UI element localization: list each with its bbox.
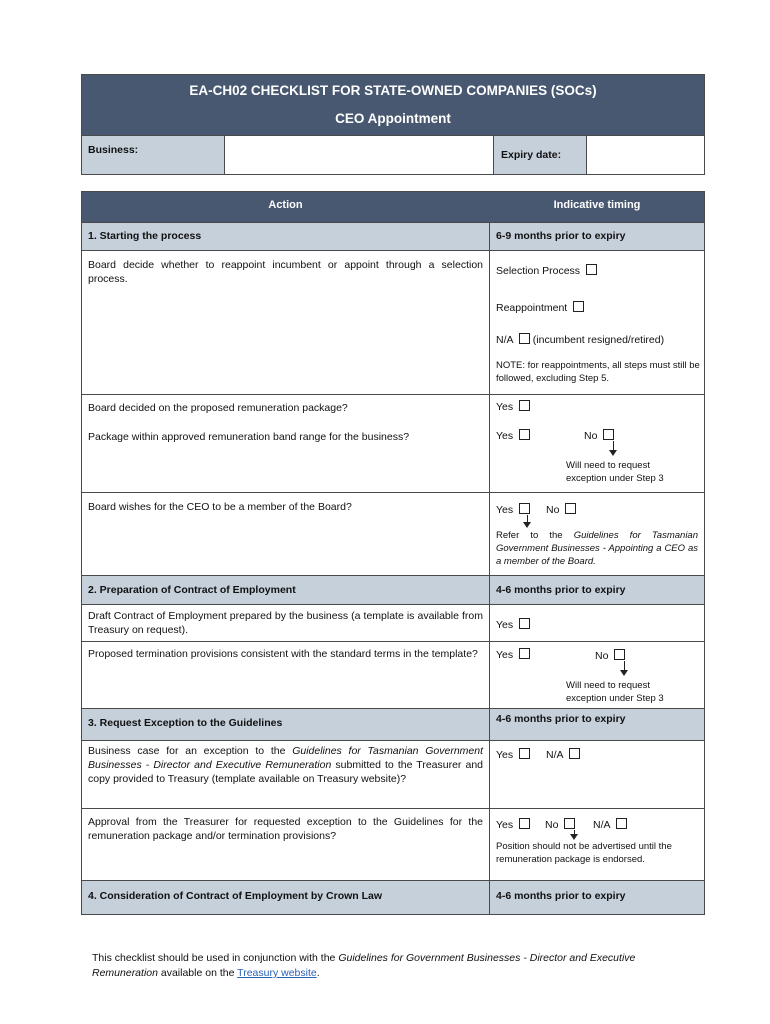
col-timing-header: Indicative timing <box>553 199 641 211</box>
arrow-head-icon <box>609 450 617 456</box>
row-6-na <box>546 748 580 762</box>
yes-checkbox[interactable] <box>519 818 530 829</box>
row-1-option-selection <box>496 264 597 278</box>
no-checkbox[interactable] <box>614 649 625 660</box>
na-checkbox[interactable] <box>569 748 580 759</box>
row-4-action: Draft Contract of Employment prepared by the business (a template is available from Treasury on request). <box>88 610 483 636</box>
row-6-yes <box>496 748 530 762</box>
arrow-head-icon <box>620 670 628 676</box>
na-label: N/A <box>496 334 513 346</box>
arrow-head-icon <box>523 522 531 528</box>
row-6-guideline-title: Guidelines for Tasmanian Government Businesses - Director and Executive Remuneration <box>88 745 484 771</box>
row-5-note: Will need to request exception under Step 3 <box>566 680 664 704</box>
no-label: No <box>584 430 598 442</box>
row-6-action <box>88 744 483 786</box>
yes-checkbox[interactable] <box>519 503 530 514</box>
yes-label: Yes <box>496 401 514 413</box>
section-4-title: 4. Consideration of Contract of Employment by Crown Law <box>88 890 383 902</box>
footer-note <box>92 951 692 981</box>
column-divider <box>489 191 490 915</box>
footer-period: . <box>316 967 320 979</box>
selection-process-checkbox[interactable] <box>586 264 597 275</box>
yes-label: Yes <box>496 430 514 442</box>
section-2-timing: 4-6 months prior to expiry <box>496 584 626 596</box>
row-2-yes-1 <box>496 400 530 414</box>
row-2-note: Will need to request exception under Step 3 <box>566 460 664 484</box>
row-2-yes-2 <box>496 429 530 443</box>
row-5-yes <box>496 648 530 662</box>
na-suffix: (incumbent resigned/retired) <box>532 334 665 346</box>
row-5-action: Proposed termination provisions consistent with the standard terms in the template? <box>88 648 478 660</box>
section-2-title: 2. Preparation of Contract of Employment <box>88 584 296 596</box>
row-7-no <box>545 818 575 832</box>
section-3-title: 3. Request Exception to the Guidelines <box>88 717 283 729</box>
yes-label: Yes <box>496 619 514 631</box>
business-label-cell <box>82 136 224 174</box>
no-label: No <box>545 819 559 831</box>
no-checkbox[interactable] <box>565 503 576 514</box>
section-4-timing: 4-6 months prior to expiry <box>496 890 626 902</box>
treasury-website-link[interactable]: Treasury website <box>237 967 317 979</box>
section-1-title: 1. Starting the process <box>88 230 202 242</box>
title-line2: CEO Appointment <box>335 111 451 126</box>
no-label: No <box>595 650 609 662</box>
business-input[interactable] <box>224 136 493 174</box>
no-label: No <box>546 504 560 516</box>
row-7-note: Position should not be advertised until the remuneration package is endorsed. <box>496 841 672 865</box>
na-checkbox[interactable] <box>616 818 627 829</box>
row-3-no <box>546 503 576 517</box>
business-row <box>81 135 705 175</box>
row-6-text-a: Business case for an exception to the <box>88 745 286 757</box>
yes-label: Yes <box>496 749 514 761</box>
expiry-label-cell <box>493 136 586 174</box>
row-5-no <box>595 649 625 663</box>
reappointment-label: Reappointment <box>496 302 568 314</box>
row-2-action-a: Board decided on the proposed remuneration package? <box>88 402 348 414</box>
col-action-header: Action <box>268 199 303 211</box>
reappointment-checkbox[interactable] <box>573 301 584 312</box>
na-label: N/A <box>593 819 610 831</box>
row-1-action: Board decide whether to reappoint incumbent or appoint through a selection process. <box>88 259 483 285</box>
yes-checkbox[interactable] <box>519 748 530 759</box>
yes-checkbox[interactable] <box>519 429 530 440</box>
yes-label: Yes <box>496 504 514 516</box>
row-3-action: Board wishes for the CEO to be a member of the Board? <box>88 501 352 513</box>
no-checkbox[interactable] <box>603 429 614 440</box>
row-4-yes <box>496 618 530 632</box>
section-3-timing: 4-6 months prior to expiry <box>496 713 626 725</box>
row-1-note: NOTE: for reappointments, all steps must still be followed, excluding Step 5. <box>496 360 700 384</box>
expiry-date-input[interactable] <box>586 136 704 174</box>
arrow-down-icon <box>527 515 528 522</box>
row-2-no <box>584 429 614 443</box>
selection-process-label: Selection Process <box>496 265 581 277</box>
no-checkbox[interactable] <box>564 818 575 829</box>
footer-text-b: available on the <box>160 967 235 979</box>
yes-checkbox[interactable] <box>519 400 530 411</box>
yes-label: Yes <box>496 649 514 661</box>
title-banner <box>81 74 705 136</box>
yes-checkbox[interactable] <box>519 648 530 659</box>
arrow-down-icon <box>613 441 614 450</box>
row-3-note <box>496 529 698 568</box>
section-1-timing: 6-9 months prior to expiry <box>496 230 626 242</box>
na-checkbox[interactable] <box>519 333 530 344</box>
footer-text-a: This checklist should be used in conjunction with the <box>92 952 336 964</box>
row-7-yes <box>496 818 530 832</box>
yes-checkbox[interactable] <box>519 618 530 629</box>
row-6-text-b: submitted to the Treasurer and copy provided to Treasury (template available on Treasury website)? <box>88 759 484 785</box>
na-label: N/A <box>546 749 563 761</box>
row-1-option-na <box>496 333 664 347</box>
expiry-label: Expiry date: <box>501 149 562 161</box>
row-1-option-reappointment <box>496 301 584 315</box>
row-3-yes <box>496 503 530 517</box>
footer-guideline-title: Guidelines for Government Businesses - Director and Executive Remuneration <box>92 952 636 979</box>
arrow-down-icon <box>624 661 625 670</box>
note-guideline-title: Guidelines for Tasmanian Government Businesses - Appointing a CEO as a member of the Board. <box>496 530 698 567</box>
row-7-action: Approval from the Treasurer for requested exception to the Guidelines for the remuneration package and/or termination provisions? <box>88 816 483 842</box>
row-7-na <box>593 818 627 832</box>
row-2-action-b: Package within approved remuneration band range for the business? <box>88 431 410 443</box>
business-label: Business: <box>88 144 139 156</box>
yes-label: Yes <box>496 819 514 831</box>
title-line1: EA-CH02 CHECKLIST FOR STATE-OWNED COMPANIES (SOCs) <box>189 83 597 98</box>
note-text: Refer to the <box>496 530 563 541</box>
